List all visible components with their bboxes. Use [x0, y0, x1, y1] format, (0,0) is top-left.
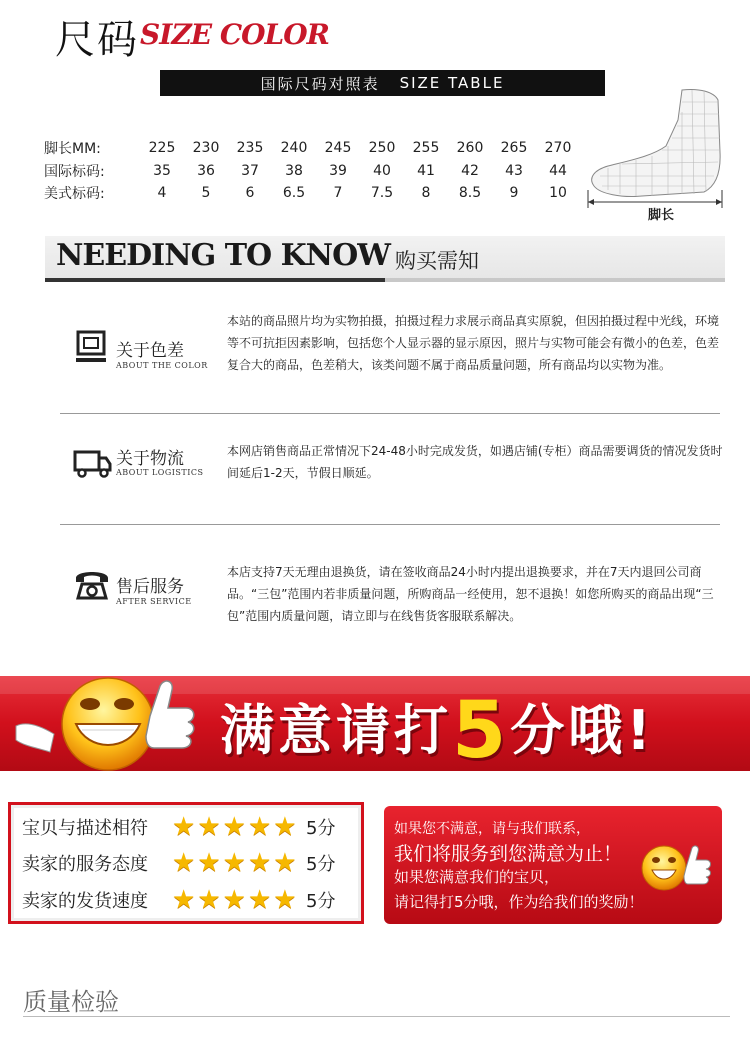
info-body-service: 本店支持7天无理由退换货，请在签收商品24小时内提出退换要求，并在7天内退回公司商品。“三包”范围内若非质量问题，所购商品一经使用，恕不退换！如您所购买的商品出现“三包”范围内质量问题，请立即与在线售货客服联系解决。 — [227, 565, 714, 623]
size-cell: 6 — [245, 185, 255, 201]
rating-value: 5分 — [306, 891, 336, 912]
info-title-color: 关于色差 — [116, 341, 184, 361]
size-cell: 4 — [157, 185, 167, 201]
star-icon: ★ — [273, 848, 297, 878]
size-cell: 5 — [201, 185, 211, 201]
size-bar-en: SIZE TABLE — [399, 74, 505, 92]
rating-value: 5分 — [306, 818, 336, 839]
message-line-4: 请记得打5分哦，作为给我们的奖励！ — [394, 893, 644, 911]
size-row-label: 国际标码: — [44, 164, 105, 180]
size-cell: 235 — [236, 140, 264, 156]
rating-row — [22, 848, 335, 878]
rating-value: 5分 — [306, 854, 336, 875]
star-icon: ★ — [247, 812, 272, 842]
size-cell: 270 — [544, 140, 572, 156]
foot-length-label: 脚长 — [648, 208, 675, 223]
star-icon: ★ — [197, 848, 221, 878]
size-cell: 245 — [324, 140, 352, 156]
size-cell: 9 — [509, 185, 519, 201]
size-cell: 10 — [549, 185, 567, 201]
foot-diagram-icon — [582, 82, 727, 217]
info-body-logistics: 本网店销售商品正常情况下24-48小时完成发货，如遇店铺(专柜）商品需要调货的情况发货时间延后1-2天，节假日顺延。 — [227, 444, 723, 480]
size-table-bar — [160, 70, 605, 96]
star-icon: ★ — [197, 812, 221, 842]
info-body-color: 本站的商品照片均为实物拍摄，拍摄过程力求展示商品真实原貌，但因拍摄过程中光线，环境等不可抗拒因素影响，包括您个人显示器的显示原因，照片与实物可能会有微小的色差，色差复合大的商品，色差稍大，该类问题不属于商品质量问题，所有商品均以实物为准。 — [227, 314, 720, 372]
size-cell: 225 — [148, 140, 176, 156]
info-subtitle-logistics: ABOUT LOGISTICS — [116, 468, 204, 477]
size-cell: 44 — [549, 163, 567, 179]
star-icon: ★ — [222, 885, 246, 915]
size-row-foot-length — [44, 137, 580, 159]
rating-label: 宝贝与描述相符 — [22, 818, 148, 839]
size-cell: 8 — [421, 185, 431, 201]
banner-text — [220, 678, 655, 776]
size-row-us — [44, 182, 580, 204]
banner-text-b: 分哦! — [510, 699, 655, 762]
monitor-icon — [72, 328, 112, 368]
size-cell: 7.5 — [370, 185, 394, 201]
rating-row — [22, 885, 335, 915]
header-title-cn: 尺码 — [55, 17, 139, 63]
size-row-international — [44, 160, 580, 182]
size-cell: 8.5 — [458, 185, 482, 201]
small-smiley-thumbs-up-icon — [636, 838, 716, 898]
quality-inspection-title: 质量检验 — [23, 988, 119, 1016]
size-cell: 265 — [500, 140, 528, 156]
size-cell: 41 — [417, 163, 435, 179]
truck-icon — [72, 442, 112, 482]
star-icon: ★ — [222, 848, 246, 878]
size-cell: 7 — [333, 185, 343, 201]
message-line-2: 我们将服务到您满意为止！ — [394, 843, 623, 865]
size-cell: 230 — [192, 140, 220, 156]
star-icon: ★ — [222, 812, 246, 842]
star-icon: ★ — [172, 885, 196, 915]
message-line-3: 如果您满意我们的宝贝， — [394, 868, 560, 886]
size-cell: 240 — [280, 140, 308, 156]
rating-label: 卖家的发货速度 — [22, 891, 148, 912]
rating-stars — [172, 814, 306, 840]
phone-icon — [72, 564, 112, 604]
size-cell: 250 — [368, 140, 396, 156]
divider — [23, 1016, 730, 1017]
star-icon: ★ — [197, 885, 221, 915]
divider — [60, 524, 720, 525]
size-cell: 36 — [197, 163, 215, 179]
size-cell: 42 — [461, 163, 479, 179]
size-row-label: 美式标码: — [44, 186, 105, 202]
banner-text-a: 满意请打 — [220, 699, 452, 762]
info-title-logistics: 关于物流 — [116, 449, 184, 469]
size-cell: 39 — [329, 163, 347, 179]
size-cell: 260 — [456, 140, 484, 156]
message-line-1: 如果您不满意，请与我们联系， — [394, 821, 590, 837]
needing-title-en: NEEDING TO KNOW — [56, 238, 390, 273]
rating-row — [22, 812, 335, 842]
rating-stars — [172, 887, 306, 913]
star-icon: ★ — [273, 812, 297, 842]
star-icon: ★ — [273, 885, 297, 915]
size-bar-cn: 国际尺码对照表 — [260, 74, 380, 93]
size-cell: 6.5 — [282, 185, 306, 201]
size-row-label: 脚长MM: — [44, 141, 101, 157]
needing-title-cn: 购买需知 — [395, 249, 479, 273]
divider — [60, 413, 720, 414]
star-icon: ★ — [172, 848, 196, 878]
banner-five: 5 — [452, 686, 511, 776]
star-icon: ★ — [172, 812, 196, 842]
smiley-thumbs-up-icon — [10, 668, 210, 780]
size-cell: 255 — [412, 140, 440, 156]
size-cell: 35 — [153, 163, 171, 179]
star-icon: ★ — [247, 848, 272, 878]
divider-accent — [45, 278, 385, 282]
size-cell: 38 — [285, 163, 303, 179]
star-icon: ★ — [247, 885, 272, 915]
rating-label: 卖家的服务态度 — [22, 854, 148, 875]
info-subtitle-service: AFTER SERVICE — [116, 597, 192, 606]
header-title-en: SIZE COLOR — [140, 18, 329, 51]
rating-stars — [172, 850, 306, 876]
size-cell: 40 — [373, 163, 391, 179]
size-cell: 37 — [241, 163, 259, 179]
info-subtitle-color: ABOUT THE COLOR — [116, 361, 208, 370]
info-title-service: 售后服务 — [116, 577, 184, 597]
size-cell: 43 — [505, 163, 523, 179]
